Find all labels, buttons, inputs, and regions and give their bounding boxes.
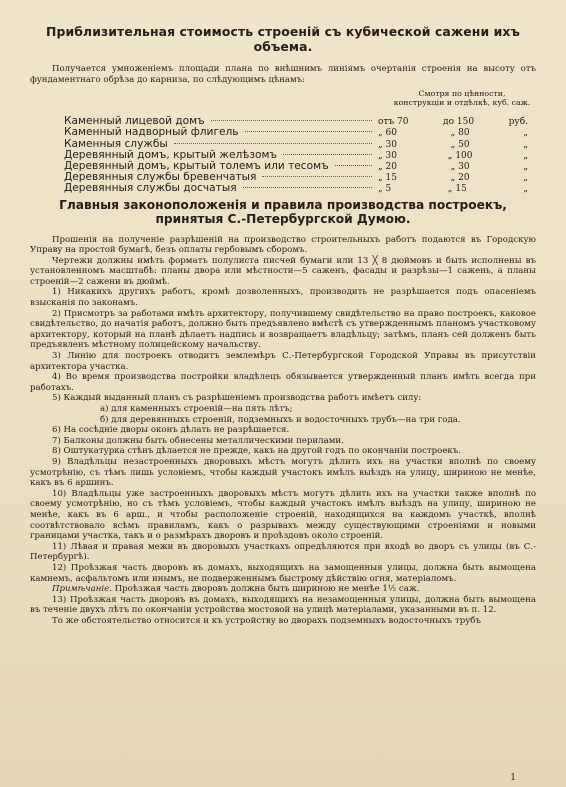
page-heading: Приблизительная стоимость строеній съ кубической сажени ихъ объема. [46, 24, 520, 54]
price-row [30, 182, 536, 193]
leader-dots [283, 154, 372, 155]
price-label: Каменный надворный флигель [64, 126, 239, 139]
price-range [378, 162, 536, 172]
regulations-body [30, 235, 536, 627]
leader-dots [211, 120, 372, 121]
price-range [378, 128, 536, 138]
price-label: Каменный лицевой домъ [64, 115, 205, 128]
price-max: „ 100 [447, 150, 473, 161]
paragraph: 6) На сосѣдніе дворы оконъ дѣлать не разрѣшается. [52, 425, 290, 436]
price-max: „ 50 [450, 139, 470, 150]
paragraph: 1) Никакихъ другихъ работъ, кромѣ дозволенныхъ, производить не разрѣшается подъ опасеніемъ взысканія по законамъ. [30, 287, 536, 309]
paragraph: То же обстоятельство относится и къ устройству во дворахъ подземныхъ водосточныхъ трубъ [52, 615, 481, 626]
price-max: „ 30 [450, 161, 470, 172]
price-unit: „ [523, 173, 528, 184]
price-min: „ 60 [378, 128, 397, 139]
price-min: отъ 70 [378, 117, 409, 128]
price-min: „ 5 [378, 184, 392, 195]
price-row [30, 115, 536, 126]
paragraph: 11) Лѣвая и правая межи въ дворовыхъ участкахъ опредѣляются при входѣ во дворъ съ улицы (въ С.-Петербургѣ). [30, 541, 536, 563]
price-unit: руб. [508, 117, 528, 128]
price-label: Деревянныя службы досчатыя [64, 182, 237, 195]
price-row [30, 138, 536, 149]
leader-dots [262, 176, 372, 177]
price-label: Деревянный домъ, крытый толемъ или тесомъ [64, 159, 329, 172]
price-unit: „ [523, 150, 528, 161]
price-max: „ 20 [450, 173, 470, 184]
leader-dots [335, 165, 372, 166]
price-row [30, 126, 536, 137]
paragraph: 13) Проѣзжая часть дворовъ въ домахъ, выходящихъ на незамощенныя улицы, должна быть вымощена въ теченіе двухъ лѣтъ по окончаніи устройства мостовой на улицѣ матеріалами, указанными въ п. 12. [30, 594, 536, 616]
price-range [378, 117, 536, 127]
price-unit: „ [523, 161, 528, 172]
paragraph: 4) Во время производства постройки владѣлецъ обязывается утвержденный планъ имѣть всегда при работахъ. [30, 372, 536, 393]
paragraph: 12) Проѣзжая часть дворовъ въ домахъ, выходящихъ на замощенныя улицы, должна быть вымощена камнемъ, асфальтомъ или инымъ, не подверженнымъ быстрому дѣйствію огня, матеріаломъ. [30, 562, 536, 584]
paragraph: 3) Линію для построекъ отводитъ землемѣръ С.-Петербургской Городской Управы въ присутствіи архитектора участка. [30, 351, 536, 372]
subparagraph: а) для каменныхъ строеній—на пять лѣтъ; [100, 404, 293, 414]
price-max: до 150 [443, 117, 475, 128]
price-max: „ 80 [450, 128, 470, 139]
price-range [378, 151, 536, 161]
price-unit: „ [523, 139, 528, 150]
price-row [30, 171, 536, 182]
price-range [378, 184, 536, 194]
paragraph: 5) Каждый выданный планъ съ разрѣшеніемъ производства работъ имѣетъ силу: [52, 393, 422, 404]
price-row [30, 160, 536, 171]
price-label: Деревянный домъ, крытый желѣзомъ [64, 148, 277, 161]
intro-paragraph: Получается умноженіемъ площади плана по внѣшнимъ линіямъ очертанія строенія на высоту отъ фундаментнаго обрѣза до карниза, по слѣдующимъ цѣнамъ: [30, 64, 536, 85]
price-label: Каменныя службы [64, 137, 168, 150]
paragraph: 10) Владѣльцы уже застроенныхъ дворовыхъ мѣстъ могутъ дѣлить ихъ на участки также вполнѣ по своему усмотрѣнію, но съ тѣмъ условіемъ, чтобы каждый участокъ имѣлъ выѣздъ на улицу, шириною не менѣе, какъ въ 6 арш., и чтобы расположеніе строеній, находящихся на каждомъ участкѣ, вполнѣ соотвѣтствовало всѣмъ правиламъ, какъ о разрывахъ между существующими строеніями и новыми границами участка, такъ и о размѣрахъ дворовъ и проѣздовъ около строеній. [30, 488, 536, 542]
note-label: Примѣчаніе. [52, 584, 112, 595]
price-min: „ 20 [378, 161, 397, 172]
price-min: „ 30 [378, 139, 397, 150]
price-row [30, 149, 536, 160]
leader-dots [245, 131, 372, 132]
price-range [378, 140, 536, 150]
price-range [378, 173, 536, 183]
paragraph: 7) Балконы должны быть обнесены металлическими перилами. [52, 435, 344, 446]
price-min: „ 15 [378, 173, 397, 184]
note-paragraph [30, 584, 536, 595]
paragraph: 2) Присмотръ за работами имѣть архитектору, получившему свидѣтельство на право построекъ, каковое свидѣтельство, до начатія работъ, должно быть предъявлено вмѣстѣ съ утвержденнымъ планомъ участковому архитектору, который на планѣ дѣлаетъ надпись и возвращаетъ владѣльцу; затѣмъ, планъ сей долженъ быть предъявленъ мѣстному полицейскому начальству. [30, 308, 536, 351]
paragraph: Чертежи должны имѣть форматъ полулиста писчей бумаги или 13 ╳ 8 дюймовъ и быть исполнены въ установленномъ масштабѣ: планы двора или мѣстности—5 саженъ, фасады и разрѣзы—1 сажень, а планы строеній—2 сажени въ дюймѣ. [30, 255, 536, 287]
paragraph: 9) Владѣльцы незастроенныхъ дворовыхъ мѣстъ могутъ дѣлить ихъ на участки вполнѣ по своему усмотрѣнію, съ тѣмъ лишь условіемъ, чтобы каждый участокъ имѣлъ выѣздъ на улицу, шириною не менѣе, какъ въ 6 аршинъ. [30, 456, 536, 489]
price-min: „ 30 [378, 150, 397, 161]
price-table [30, 115, 536, 193]
price-note: Смотря по цѣнности, конструкціи и отдѣлкѣ, куб. саж. [393, 89, 531, 108]
leader-dots [243, 187, 372, 188]
section-heading: Главныя законоположенія и правила производства построекъ, принятыя С.-Петербургской Думою. [59, 197, 507, 226]
price-unit: „ [523, 184, 528, 195]
price-header [30, 89, 536, 115]
paragraph: Прошенія на полученіе разрѣшеній на производство строительныхъ работъ подаются въ Городскую Управу на простой бумагѣ, безъ оплаты гербовымъ сборомъ. [30, 234, 536, 256]
paragraph: 8) Оштукатурка стѣнъ дѣлается не прежде, какъ на другой годъ по окончаніи построекъ. [52, 446, 461, 457]
note-text: Проѣзжая часть дворовъ должна быть шириною не менѣе 1½ саж. [114, 584, 420, 595]
page-number: 1 [510, 773, 516, 783]
subparagraph: б) для деревянныхъ строеній, подземныхъ и водосточныхъ трубъ—на три года. [100, 414, 461, 425]
price-max: „ 15 [447, 184, 467, 195]
leader-dots [174, 143, 372, 144]
price-unit: „ [523, 128, 528, 139]
price-label: Деревянныя службы бревенчатыя [64, 171, 257, 184]
